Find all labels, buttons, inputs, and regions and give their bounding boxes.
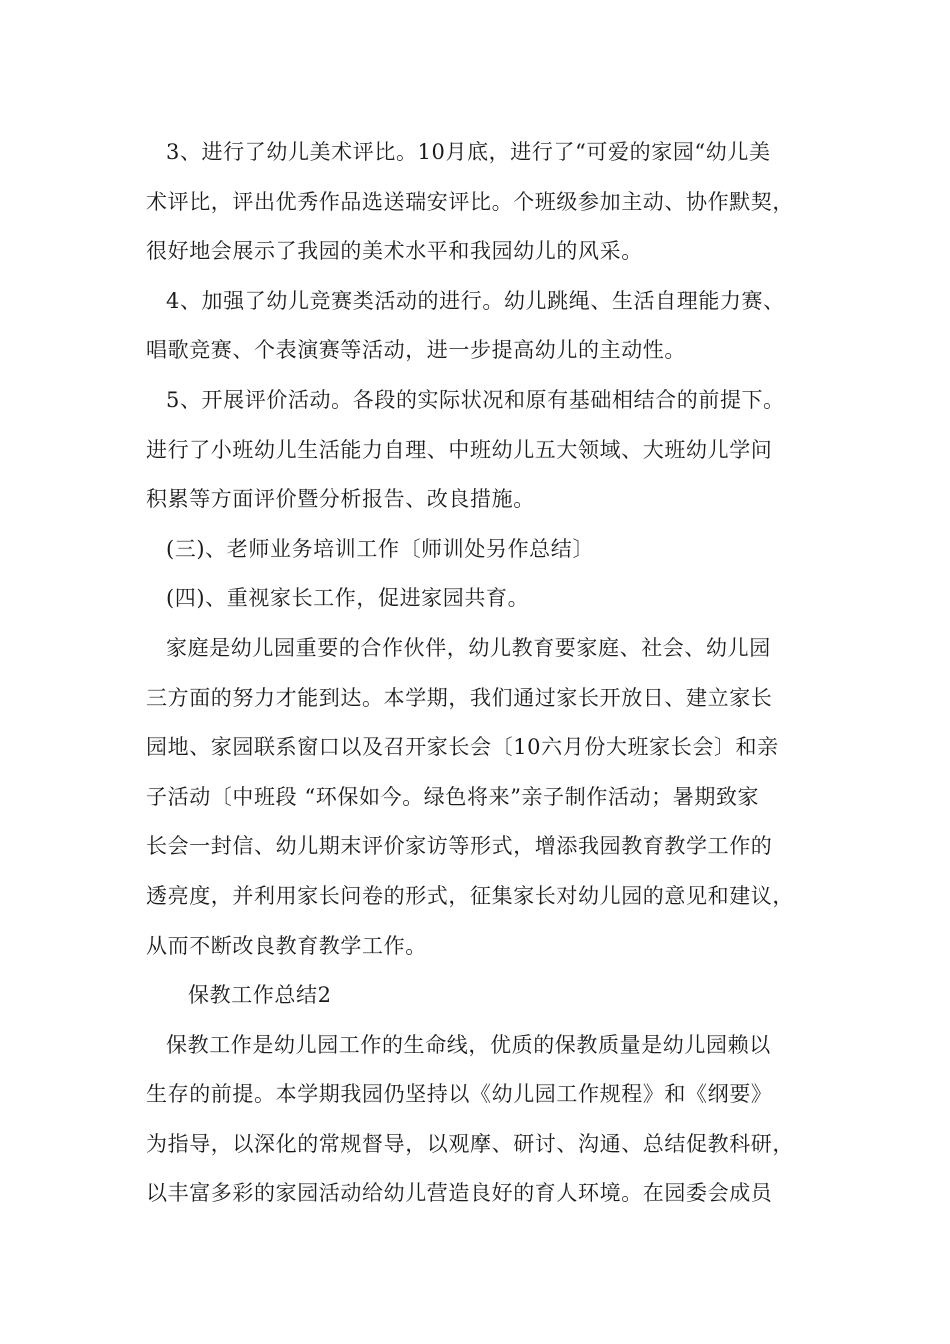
text-line: 生存的前提。本学期我园仍坚持以《幼儿园工作规程》和《纲要》 — [146, 1082, 773, 1107]
text-line: 三方面的努力才能到达。本学期，我们通过家长开放日、建立家长 — [146, 685, 773, 710]
text-line: 为指导，以深化的常规督导，以观摩、研讨、沟通、总结促教科研， — [146, 1131, 794, 1156]
text-line: 很好地会展示了我园的美术水平和我园幼儿的风采。 — [146, 239, 643, 264]
text-line: 透亮度，并利用家长问卷的形式，征集家长对幼儿园的意见和建议， — [146, 883, 794, 908]
text-line: (四)、重视家长工作，促进家园共育。 — [166, 586, 530, 611]
text-line: 术评比，评出优秀作品选送瑞安评比。个班级参加主动、协作默契， — [146, 189, 794, 214]
text-line: 进行了小班幼儿生活能力自理、中班幼儿五大领域、大班幼儿学问 — [146, 437, 773, 462]
text-line: 4、加强了幼儿竞赛类活动的进行。幼儿跳绳、生活自理能力赛、 — [166, 288, 785, 313]
text-line: 园地、家园联系窗口以及召开家长会〔10六月份大班家长会〕和亲 — [146, 735, 779, 760]
text-line: 以丰富多彩的家园活动给幼儿营造良好的育人环境。在园委会成员 — [146, 1181, 773, 1206]
text-line: 家庭是幼儿园重要的合作伙伴，幼儿教育要家庭、社会、幼儿园 — [166, 635, 771, 660]
text-line: 长会一封信、幼儿期末评价家访等形式，增添我园教育教学工作的 — [146, 834, 773, 859]
text-line: (三)、老师业务培训工作〔师训处另作总结〕 — [166, 536, 594, 561]
text-line: 子活动〔中班段 “环保如今。绿色将来”亲子制作活动；暑期致家 — [146, 784, 760, 809]
text-line: 5、开展评价活动。各段的实际状况和原有基础相结合的前提下。 — [166, 387, 785, 412]
text-line: 保教工作是幼儿园工作的生命线，优质的保教质量是幼儿园赖以 — [166, 1032, 771, 1057]
text-line: 积累等方面评价暨分析报告、改良措施。 — [146, 487, 535, 512]
section-heading: 保教工作总结2 — [188, 983, 332, 1008]
text-line: 3、进行了幼儿美术评比。10月底，进行了“可爱的家园“幼儿美 — [166, 140, 771, 164]
text-line: 唱歌竞赛、个表演赛等活动，进一步提高幼儿的主动性。 — [146, 338, 686, 363]
text-line: 从而不断改良教育教学工作。 — [146, 933, 427, 958]
document-body — [146, 128, 826, 1219]
